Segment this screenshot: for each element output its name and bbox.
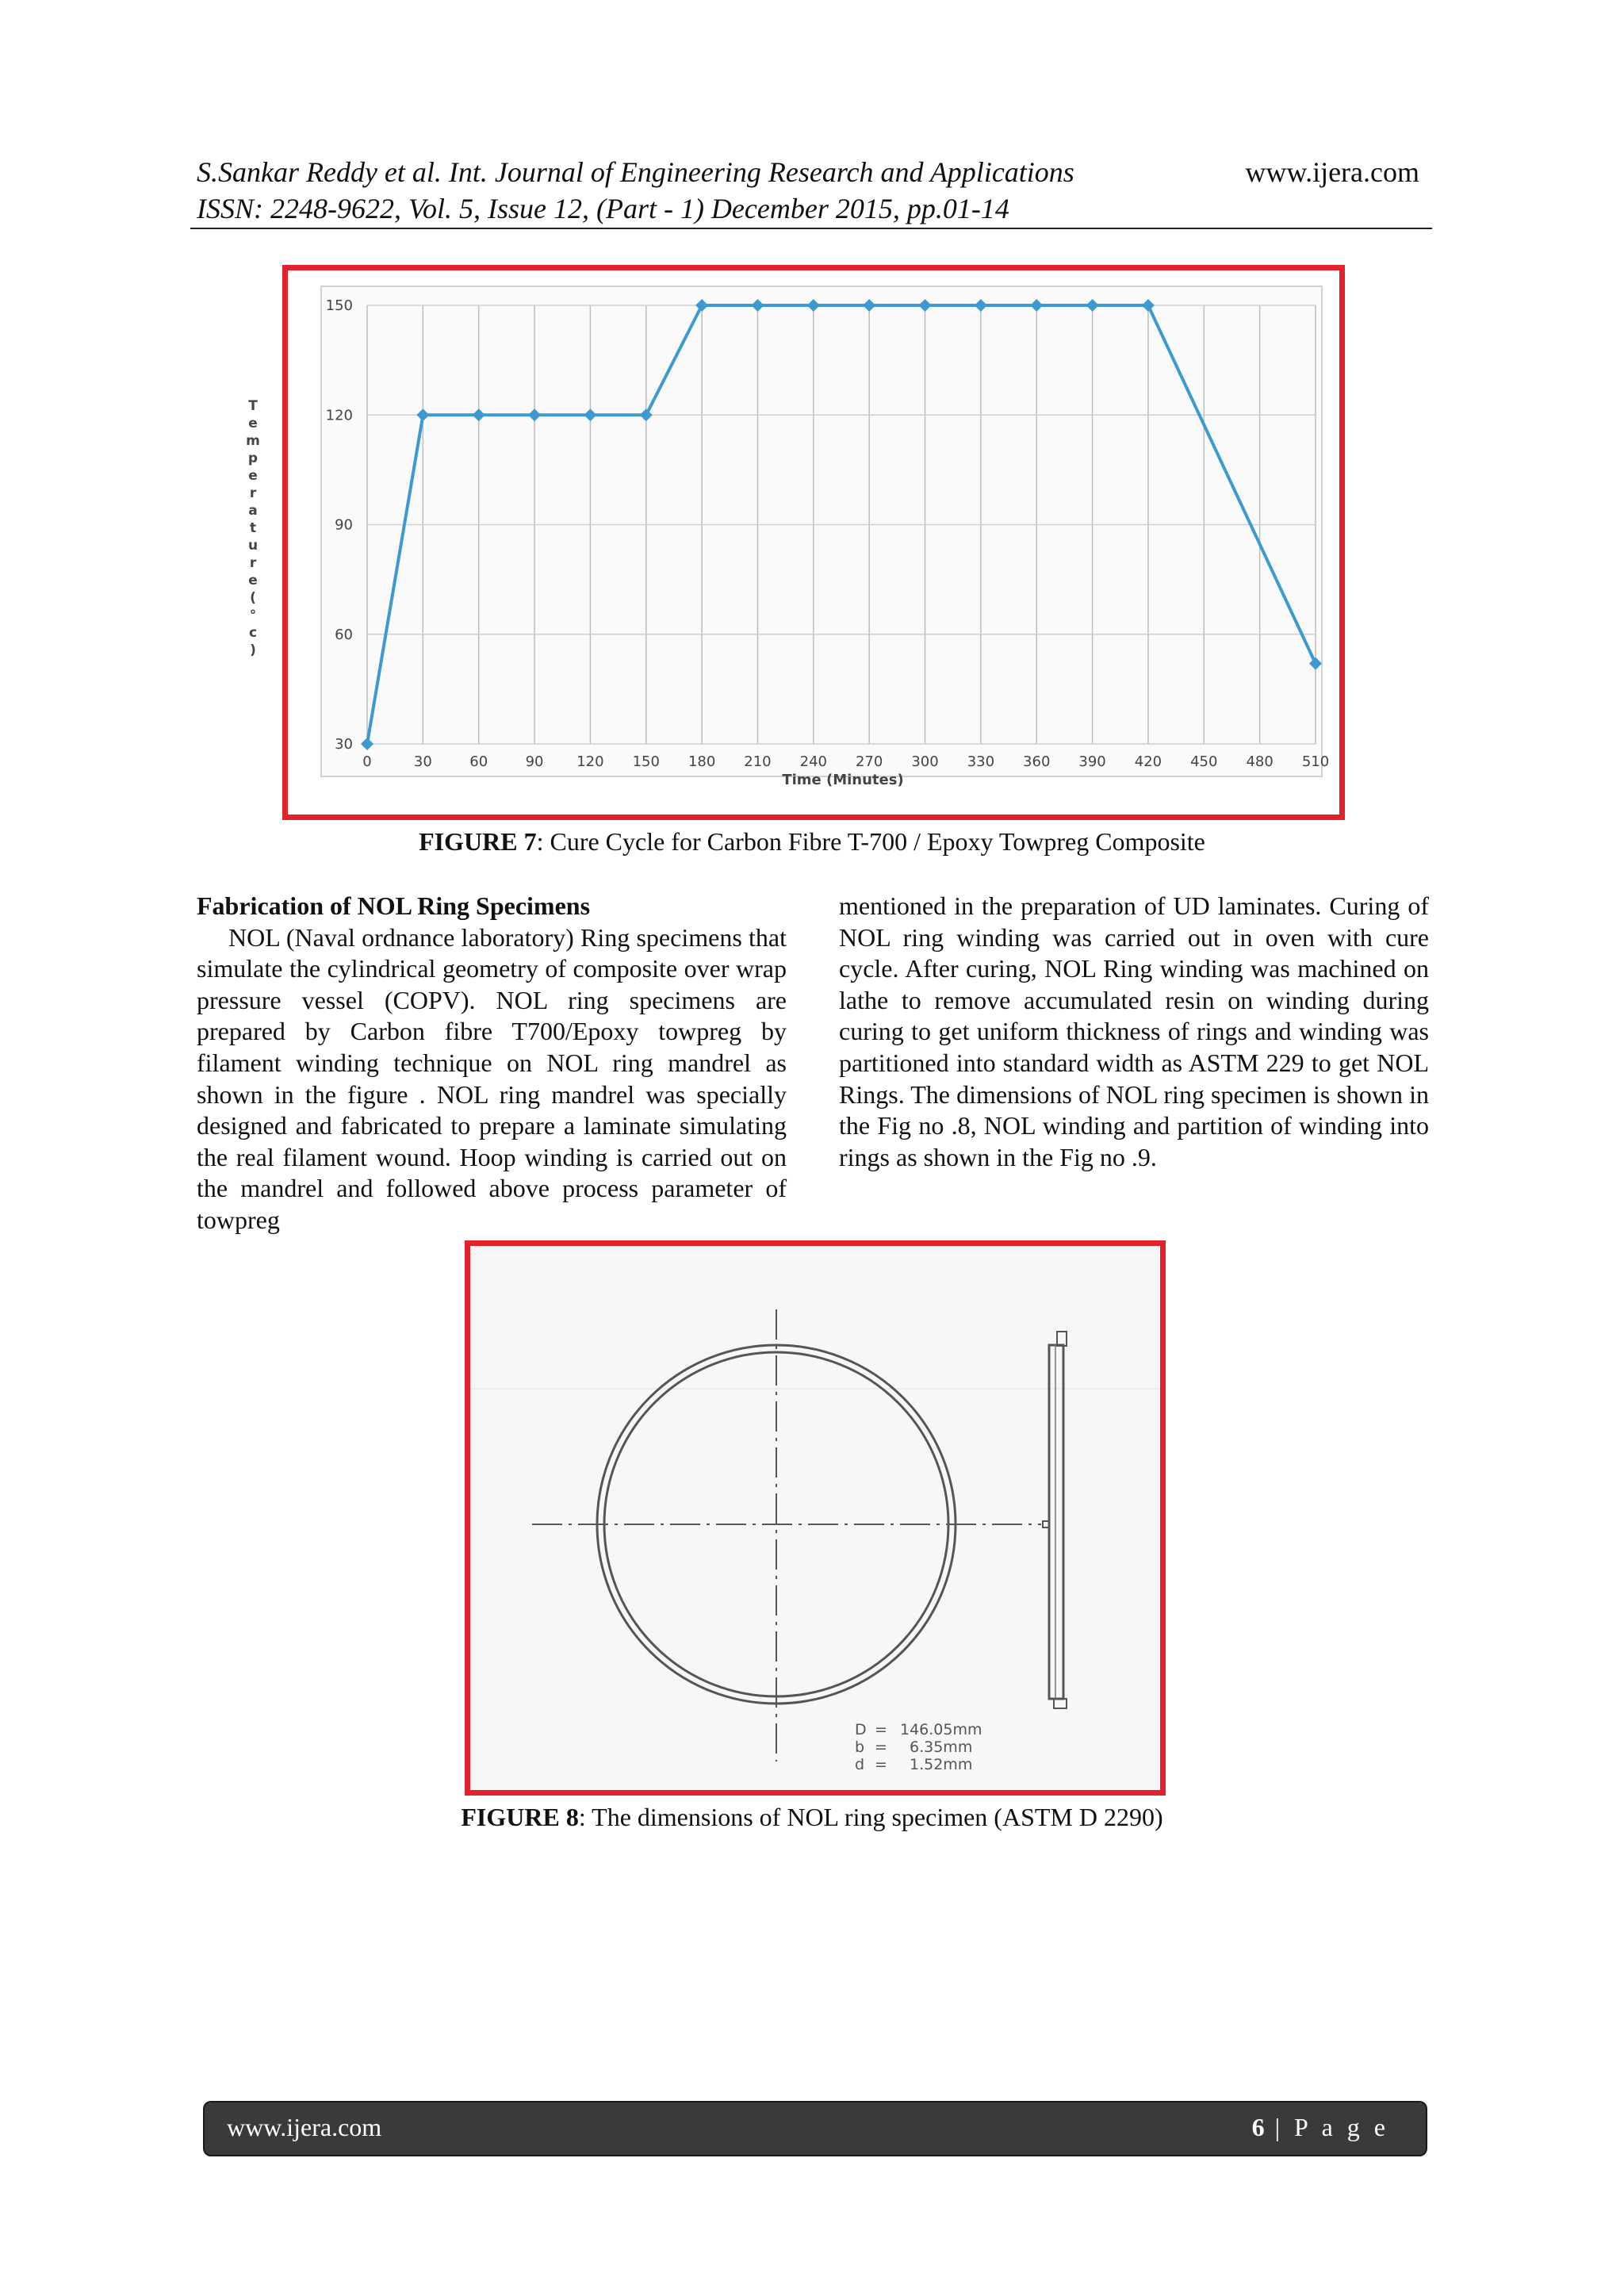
x-tick-450: 450 (1190, 753, 1218, 770)
cure-cycle-chart-svg (246, 270, 1339, 815)
x-tick-180: 180 (688, 753, 716, 770)
y-label-letter-12: ° (249, 608, 257, 623)
issn-line: ISSN: 2248-9622, Vol. 5, Issue 12, (Part - 1) December 2015, pp.01-14 (197, 193, 1009, 224)
x-tick-480: 480 (1246, 753, 1274, 770)
y-tick-120: 120 (325, 407, 353, 424)
y-tick-30: 30 (335, 736, 353, 753)
x-tick-0: 0 (362, 753, 372, 770)
y-label-letter-13: c (248, 625, 258, 641)
dim-equals-b: = (875, 1738, 887, 1756)
y-label-letter-10: e (248, 573, 258, 588)
footer-website[interactable]: www.ijera.com (227, 2113, 382, 2141)
section-title: Fabrication of NOL Ring Specimens (197, 891, 591, 920)
figure-7-cure-cycle-chart (246, 265, 1345, 820)
y-tick-90: 90 (335, 516, 353, 534)
dim-equals-D: = (875, 1721, 887, 1738)
dim-value-d: 1.52mm (910, 1756, 973, 1773)
x-tick-300: 300 (911, 753, 939, 770)
y-label-letter-6: a (248, 503, 258, 519)
x-tick-330: 330 (967, 753, 995, 770)
right-column (839, 891, 1429, 1173)
figure-7-caption (0, 827, 1624, 857)
dim-symbol-D: D (855, 1721, 867, 1738)
x-axis-label: Time (Minutes) (782, 772, 904, 788)
figure-8-caption-text: : The dimensions of NOL ring specimen (ASTM D 2290) (578, 1803, 1163, 1831)
left-column-paragraph: NOL (Naval ordnance laboratory) Ring specimens that simulate the cylindrical geometry of composite over wrap pressure vessel (COPV). NOL ring specimens are prepared by Carbon fibre T700/Epoxy towpreg by filament winding technique on NOL ring mandrel as shown in the figure . NOL ring mandrel was specially designed and fabricated to prepare a laminate simulating the real filament wound. Hoop winding is carried out on the mandrel and followed above process parameter of towpreg (197, 922, 787, 1234)
y-label-letter-9: r (249, 555, 257, 571)
x-tick-30: 30 (413, 753, 432, 770)
figure-8-label: FIGURE 8 (461, 1803, 579, 1831)
y-tick-150: 150 (325, 297, 353, 314)
x-tick-120: 120 (576, 753, 604, 770)
y-label-letter-0: T (248, 398, 258, 414)
left-column (197, 891, 787, 1236)
x-tick-270: 270 (855, 753, 883, 770)
right-column-paragraph: mentioned in the preparation of UD laminates. Curing of NOL ring winding was carried out in oven with cure cycle. After curing, NOL Ring winding was machined on lathe to remove accumulated resin on winding during curing to get uniform thickness of rings and winding was partitioned into standard width as ASTM 229 to get NOL Rings. The dimensions of NOL ring specimen is shown in the Fig no .8, NOL winding and partition of winding into rings as shown in the Fig no .9. (839, 891, 1429, 1171)
dim-value-D: 146.05mm (900, 1721, 982, 1738)
y-label-letter-3: p (247, 450, 259, 466)
y-label-letter-4: e (248, 468, 258, 484)
page-word: | P a g e (1264, 2113, 1389, 2141)
page-footer (205, 2102, 1426, 2155)
page-number: 6 (1251, 2113, 1265, 2141)
x-tick-210: 210 (744, 753, 772, 770)
page-header (197, 155, 1434, 225)
nol-ring-drawing-svg (470, 1246, 1160, 1790)
figure-8-caption (0, 1803, 1624, 1832)
y-label-letter-1: e (248, 416, 258, 431)
figure-7-label: FIGURE 7 (419, 827, 537, 856)
journal-citation: S.Sankar Reddy et al. Int. Journal of Engineering Research and Applications (197, 156, 1074, 188)
x-tick-60: 60 (469, 753, 488, 770)
figure-7-caption-text: : Cure Cycle for Carbon Fibre T-700 / Epoxy Towpreg Composite (536, 827, 1205, 856)
y-label-letter-11: ( (250, 590, 256, 606)
dim-equals-d: = (875, 1756, 887, 1773)
x-tick-240: 240 (799, 753, 828, 770)
x-tick-510: 510 (1301, 753, 1330, 770)
dim-symbol-d: d (855, 1756, 865, 1773)
y-tick-60: 60 (335, 626, 353, 643)
page-number-label (1252, 2113, 1389, 2142)
header-divider (190, 228, 1432, 229)
y-label-letter-8: u (247, 538, 259, 554)
y-axis-label (246, 398, 260, 658)
x-tick-90: 90 (525, 753, 544, 770)
y-label-letter-14: ) (250, 642, 256, 658)
dim-symbol-b: b (855, 1738, 865, 1756)
y-label-letter-5: r (249, 485, 257, 501)
plot-frame (321, 286, 1322, 776)
dim-value-b: 6.35mm (910, 1738, 973, 1756)
x-tick-390: 390 (1078, 753, 1106, 770)
y-label-letter-7: t (249, 520, 257, 536)
x-tick-420: 420 (1134, 753, 1162, 770)
header-website[interactable]: www.ijera.com (1245, 156, 1419, 188)
x-tick-360: 360 (1023, 753, 1051, 770)
x-tick-150: 150 (632, 753, 660, 770)
dimension-labels (855, 1721, 982, 1773)
figure-8-nol-ring-drawing (465, 1240, 1166, 1796)
y-label-letter-2: m (246, 433, 260, 449)
